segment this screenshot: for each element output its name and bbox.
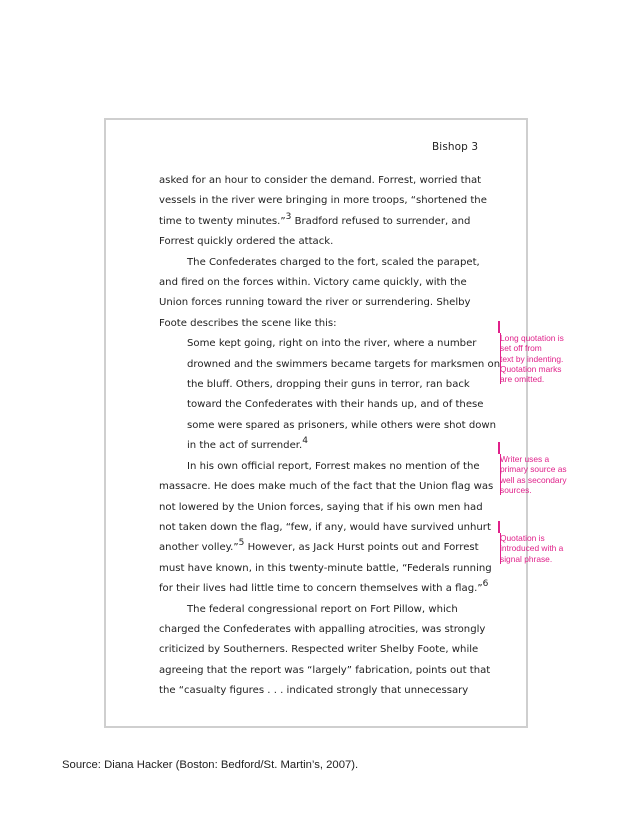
text-line: Foote describes the scene like this: (159, 317, 337, 329)
text-line: and fired on the forces within. Victory came quickly, with the (159, 277, 467, 289)
text-fragment: Bradford refused to surrender, and (291, 215, 471, 227)
block-quote-line: the bluff. Others, dropping their guns in terror, ran back (187, 379, 470, 391)
running-header: Bishop 3 (432, 141, 479, 153)
note-line: Long quotation is (500, 333, 564, 343)
text-fragment: time to twenty minutes.” (159, 215, 286, 227)
text-line: massacre. He does make much of the fact that the Union flag was (159, 481, 494, 493)
text-line: charged the Confederates with appalling atrocities, was strongly (159, 623, 486, 635)
footnote-ref: 5 (238, 538, 245, 549)
note-rule (498, 521, 500, 533)
note-line: set off from (500, 343, 542, 354)
text-line: criticized by Southerners. Respected writer Shelby Foote, while (159, 644, 479, 656)
note-line: are omitted. (500, 374, 545, 385)
text-line (159, 538, 479, 558)
note-line: sources. (500, 484, 532, 495)
note-line: text by indenting. (500, 353, 564, 364)
text-fragment: for their lives had little time to concern themselves with a flag.” (159, 583, 483, 595)
text-fragment: in the act of surrender. (187, 440, 303, 452)
text-line: vessels in the river were bringing in more troops, “shortened the (159, 195, 487, 207)
text-line: agreeing that the report was “largely” fabrication, points out that (159, 664, 491, 676)
note-rule (498, 442, 500, 454)
text-line: The federal congressional report on Fort Pillow, which (187, 603, 458, 615)
block-quote-line: Some kept going, right on into the river, where a number (187, 338, 477, 350)
body-text (159, 171, 501, 702)
margin-note-signal-phrase (500, 533, 573, 564)
note-line: signal phrase. (500, 553, 553, 564)
block-quote-line: toward the Confederates with their hands up, and of these (187, 399, 484, 411)
text-line: not taken down the flag, “few, if any, would have survived unhurt (159, 521, 491, 533)
margin-note-block-quote (500, 333, 573, 384)
text-line: asked for an hour to consider the demand. Forrest, worried that (159, 175, 482, 186)
note-line: Quotation marks (500, 363, 562, 374)
footnote-ref: 4 (302, 436, 308, 447)
footnote-ref: 6 (482, 579, 489, 590)
text-fragment: However, as Jack Hurst points out and Forrest (244, 542, 479, 554)
note-line: Writer uses a (500, 454, 550, 464)
text-line (159, 212, 479, 232)
text-line (159, 579, 489, 599)
block-quote-line: drowned and the swimmers became targets for marksmen on (187, 358, 501, 370)
text-line: the “casualty figures . . . indicated strongly that unnecessary (159, 685, 469, 697)
note-rule (498, 321, 500, 333)
text-fragment: another volley.” (159, 542, 239, 554)
note-line: introduced with a (500, 543, 564, 554)
note-line: primary source as (500, 464, 567, 475)
text-line: must have known, in this twenty-minute battle, “Federals running (159, 562, 492, 574)
footnote-ref: 3 (285, 211, 292, 222)
text-line: Forrest quickly ordered the attack. (159, 236, 334, 248)
margin-note-primary-source (500, 454, 573, 495)
text-line: In his own official report, Forrest makes no mention of the (187, 460, 480, 472)
text-line: The Confederates charged to the fort, scaled the parapet, (187, 256, 480, 268)
text-line: Union forces running toward the river or surrendering. Shelby (159, 297, 471, 309)
text-line: not lowered by the Union forces, saying that if his own men had (159, 501, 483, 513)
block-quote-line: some were spared as prisoners, while others were shot down (187, 419, 497, 431)
note-line: well as secondary (500, 474, 567, 485)
source-caption: Source: Diana Hacker (Boston: Bedford/St. Martin’s, 2007). (62, 759, 359, 771)
block-quote-line (159, 436, 479, 456)
note-line: Quotation is (500, 533, 545, 543)
